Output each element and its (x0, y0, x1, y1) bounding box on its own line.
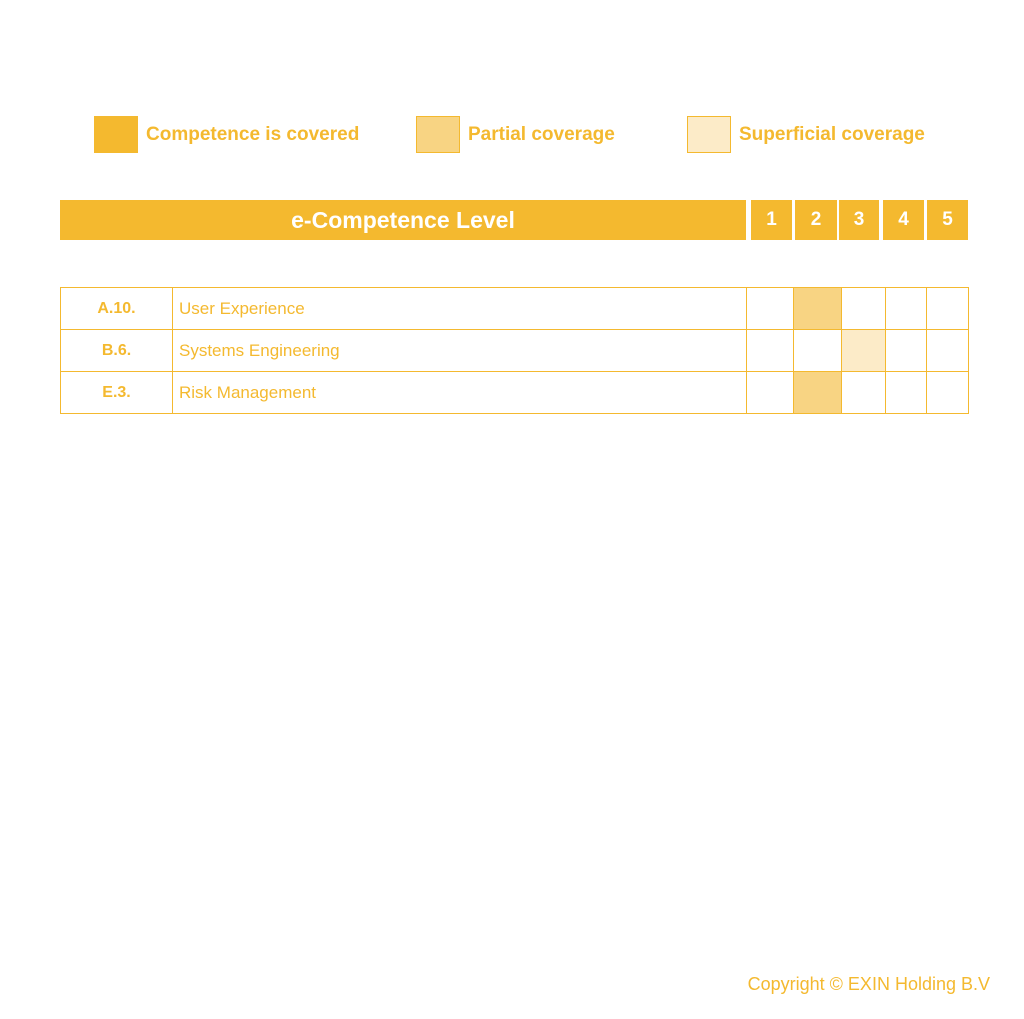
competence-name: Systems Engineering (173, 330, 747, 372)
legend-covered (94, 116, 359, 153)
level-header-4: 4 (883, 200, 924, 240)
level-header-5: 5 (927, 200, 968, 240)
competence-code: A.10. (61, 288, 173, 330)
table-row (61, 372, 969, 414)
superficial-swatch (687, 116, 731, 153)
competence-table (60, 287, 969, 414)
copyright-text: Copyright © EXIN Holding B.V (747, 974, 990, 994)
level-header-2: 2 (795, 200, 837, 240)
level-cell-5 (927, 330, 969, 372)
covered-swatch (94, 116, 138, 153)
covered-label: Competence is covered (146, 123, 360, 145)
level-cell-4 (886, 330, 927, 372)
level-cell-2 (794, 288, 842, 330)
level-cell-4 (886, 288, 927, 330)
level-cell-2 (794, 372, 842, 414)
level-cell-1 (747, 330, 794, 372)
level-cell-1 (747, 288, 794, 330)
superficial-label: Superficial coverage (739, 123, 925, 145)
table-row (61, 288, 969, 330)
level-cell-4 (886, 372, 927, 414)
level-cell-2 (794, 330, 842, 372)
competence-code: E.3. (61, 372, 173, 414)
level-cell-5 (927, 288, 969, 330)
level-cell-3 (842, 288, 886, 330)
level-header-1: 1 (751, 200, 792, 240)
legend-superficial (687, 116, 925, 153)
level-cell-5 (927, 372, 969, 414)
competence-code: B.6. (61, 330, 173, 372)
level-cell-3 (842, 330, 886, 372)
level-cell-3 (842, 372, 886, 414)
level-cell-1 (747, 372, 794, 414)
level-header-3: 3 (839, 200, 879, 240)
legend-partial (416, 116, 615, 153)
competence-name: User Experience (173, 288, 747, 330)
table-row (61, 330, 969, 372)
partial-swatch (416, 116, 460, 153)
competence-name: Risk Management (173, 372, 747, 414)
partial-label: Partial coverage (468, 123, 615, 145)
competence-level-header: e-Competence Level (60, 200, 746, 240)
